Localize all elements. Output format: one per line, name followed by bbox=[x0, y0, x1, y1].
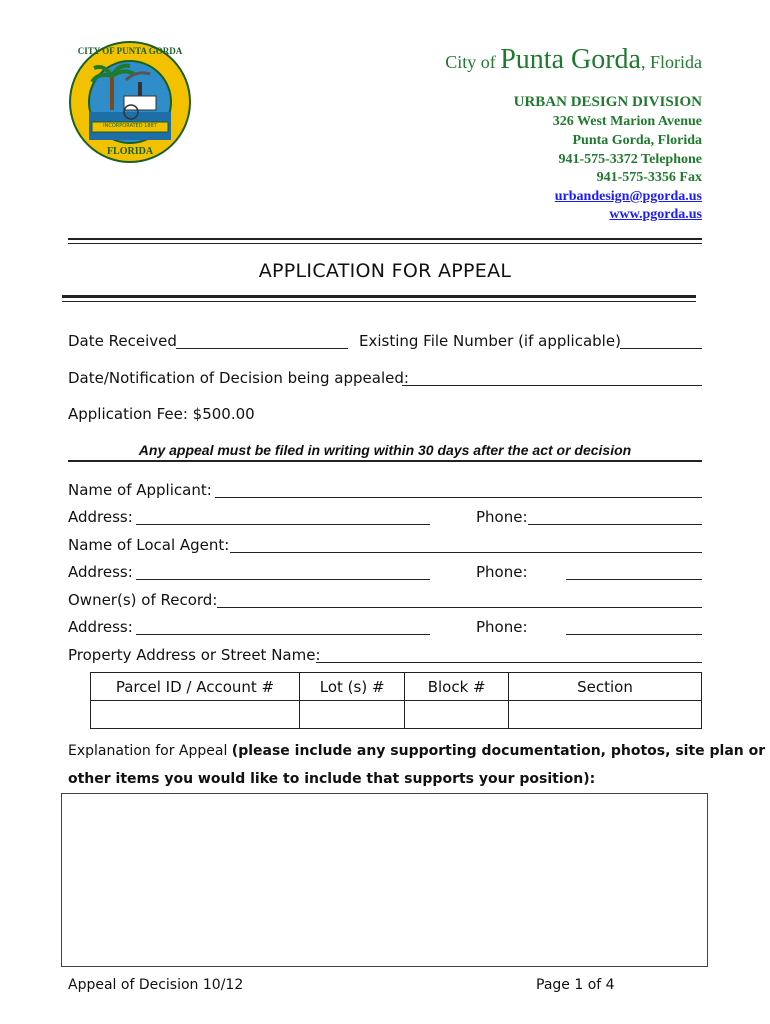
local-agent-label: Name of Local Agent: bbox=[68, 536, 230, 554]
date-received-field[interactable] bbox=[176, 348, 348, 349]
street-address: 326 West Marion Avenue bbox=[552, 114, 702, 129]
date-notification-label: Date/Notification of Decision being appealed: bbox=[68, 369, 409, 387]
parcel-table-entry-row bbox=[91, 701, 702, 729]
date-notification-field[interactable] bbox=[402, 385, 702, 386]
city-state: Punta Gorda, Florida bbox=[572, 133, 702, 148]
application-fee: Application Fee: $500.00 bbox=[68, 405, 255, 423]
parcel-table-header-row bbox=[91, 673, 702, 701]
owner-phone-label: Phone: bbox=[476, 618, 528, 636]
parcel-table bbox=[90, 672, 702, 729]
city-suffix: , Florida bbox=[641, 52, 702, 72]
explanation-instructions-line2: other items you would like to include that supports your position): bbox=[68, 771, 596, 787]
agent-address-field[interactable] bbox=[136, 579, 430, 580]
parcel-id-header: Parcel ID / Account # bbox=[91, 673, 300, 701]
applicant-address-label: Address: bbox=[68, 508, 133, 526]
section-header: Section bbox=[508, 673, 701, 701]
applicant-phone-field[interactable] bbox=[528, 524, 702, 525]
explanation-instructions-line1: (please include any supporting documentation, photos, site plan or bbox=[231, 743, 766, 759]
city-name: Punta Gorda bbox=[500, 44, 641, 75]
city-prefix: City of bbox=[445, 52, 501, 72]
fax: 941-575-3356 Fax bbox=[596, 170, 702, 185]
owner-address-label: Address: bbox=[68, 618, 133, 636]
explanation-label: Explanation for Appeal bbox=[68, 743, 232, 759]
title-divider-thin bbox=[62, 301, 696, 302]
property-address-label: Property Address or Street Name: bbox=[68, 646, 321, 664]
applicant-address-field[interactable] bbox=[136, 524, 430, 525]
explanation-heading bbox=[68, 743, 766, 759]
agent-address-label: Address: bbox=[68, 563, 133, 581]
property-address-field[interactable] bbox=[316, 662, 702, 663]
existing-file-label: Existing File Number (if applicable) bbox=[359, 332, 621, 350]
name-applicant-label: Name of Applicant: bbox=[68, 481, 212, 499]
footer-page-number: Page 1 of 4 bbox=[536, 977, 615, 993]
date-received-label: Date Received bbox=[68, 332, 177, 350]
form-title: APPLICATION FOR APPEAL bbox=[258, 260, 512, 282]
division-name: URBAN DESIGN DIVISION bbox=[513, 94, 702, 110]
seal-ring-bottom-text: FLORIDA bbox=[106, 146, 154, 157]
owners-field[interactable] bbox=[217, 607, 702, 608]
applicant-phone-label: Phone: bbox=[476, 508, 528, 526]
city-heading bbox=[300, 44, 702, 76]
header-divider-thin bbox=[68, 243, 702, 244]
telephone: 941-575-3372 Telephone bbox=[558, 152, 702, 167]
agent-phone-label: Phone: bbox=[476, 563, 528, 581]
lot-header: Lot (s) # bbox=[299, 673, 404, 701]
parcel-id-cell[interactable] bbox=[91, 701, 300, 729]
city-seal-logo bbox=[68, 40, 192, 164]
section-cell[interactable] bbox=[508, 701, 701, 729]
seal-ring-top-text: CITY OF PUNTA GORDA bbox=[77, 46, 183, 56]
website-link[interactable]: www.pgorda.us bbox=[609, 207, 702, 222]
explanation-textarea[interactable] bbox=[61, 793, 708, 967]
owner-phone-field[interactable] bbox=[566, 634, 702, 635]
agent-phone-field[interactable] bbox=[566, 579, 702, 580]
existing-file-field[interactable] bbox=[620, 348, 702, 349]
name-applicant-field[interactable] bbox=[215, 497, 702, 498]
filing-notice: Any appeal must be filed in writing within 30 days after the act or decision bbox=[138, 442, 632, 458]
lot-cell[interactable] bbox=[299, 701, 404, 729]
email-link[interactable]: urbandesign@pgorda.us bbox=[554, 189, 702, 204]
seal-banner-text: INCORPORATED 1887 bbox=[103, 123, 157, 129]
title-divider bbox=[62, 295, 696, 298]
notice-underline bbox=[68, 460, 702, 462]
local-agent-field[interactable] bbox=[230, 552, 702, 553]
block-cell[interactable] bbox=[405, 701, 509, 729]
footer-form-id: Appeal of Decision 10/12 bbox=[68, 977, 244, 993]
owners-label: Owner(s) of Record: bbox=[68, 591, 218, 609]
owner-address-field[interactable] bbox=[136, 634, 430, 635]
block-header: Block # bbox=[405, 673, 509, 701]
header-divider bbox=[68, 238, 702, 240]
